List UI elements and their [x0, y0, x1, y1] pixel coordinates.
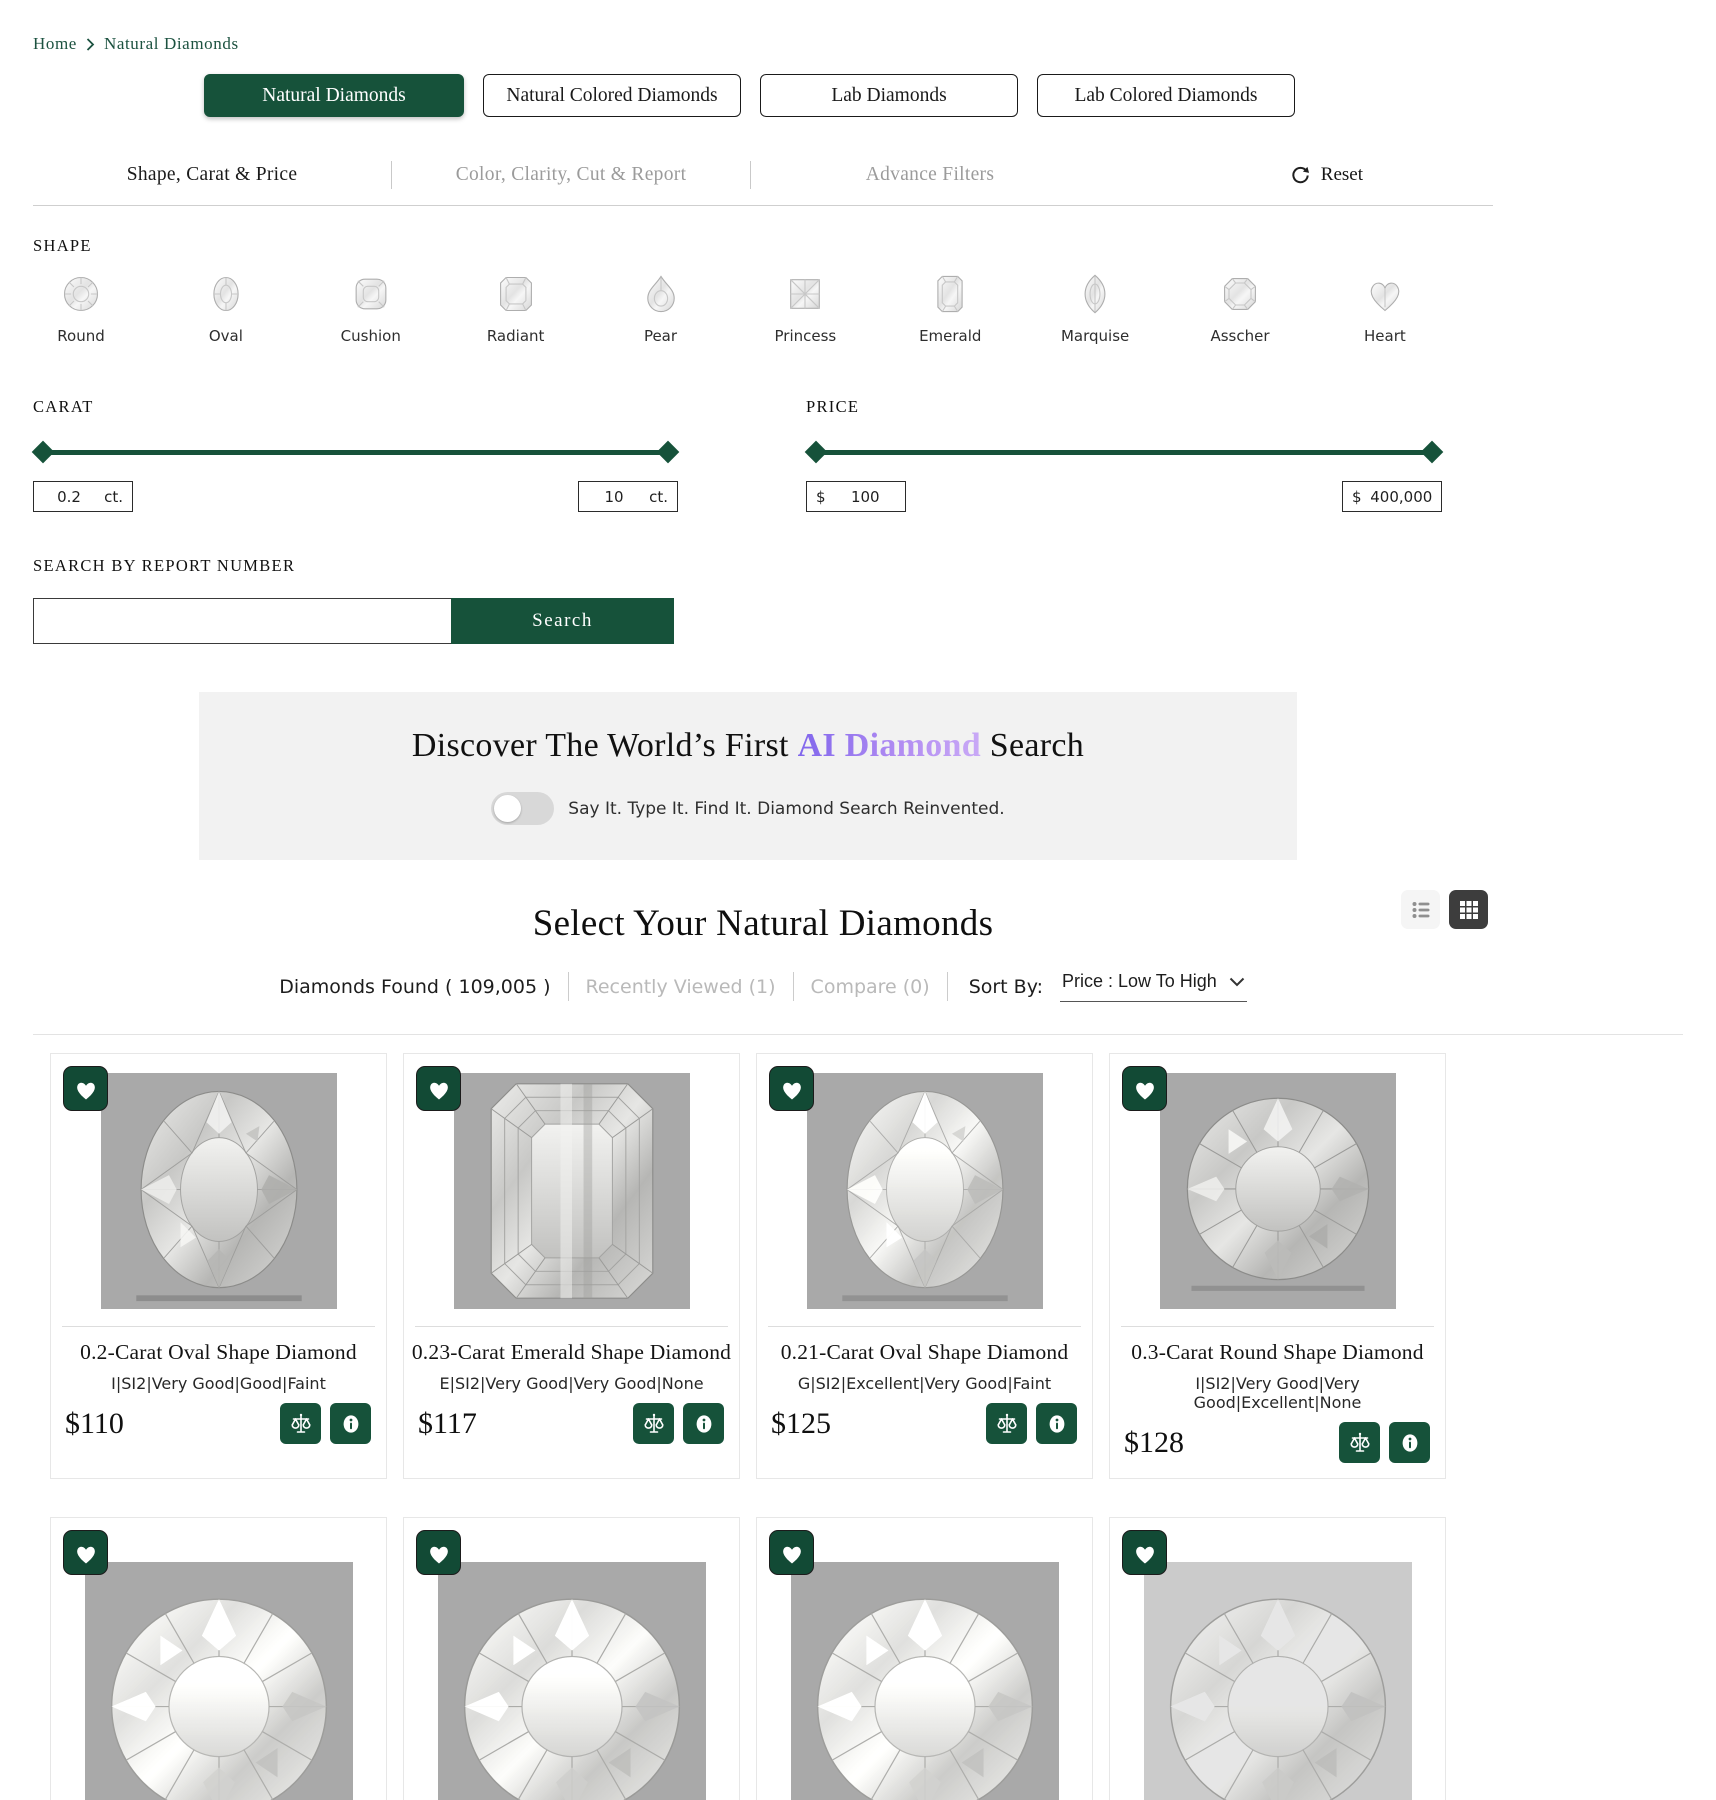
product-specs: G|SI2|Excellent|Very Good|Faint: [797, 1374, 1052, 1393]
list-view-button[interactable]: [1401, 890, 1440, 929]
carat-slider-track: [37, 450, 674, 455]
report-search-section: [33, 556, 1493, 644]
shape-label: Cushion: [340, 327, 401, 345]
oval-diamond-photo: [826, 1078, 1024, 1304]
compare-button[interactable]: [633, 1403, 674, 1444]
info-button[interactable]: [1036, 1403, 1077, 1444]
currency-symbol: $: [816, 487, 826, 506]
asscher-shape-icon: [1218, 272, 1262, 316]
compare-button[interactable]: [986, 1403, 1027, 1444]
scale-icon: [1348, 1431, 1372, 1455]
heading-highlight: AI Diamond: [797, 727, 981, 764]
chevron-down-icon: [1229, 977, 1245, 987]
marquise-shape-icon: [1073, 272, 1117, 316]
results-header: [33, 902, 1493, 945]
diamond-image: [438, 1562, 706, 1800]
shape-item-oval[interactable]: [178, 272, 274, 345]
round-diamond-photo: [803, 1587, 1047, 1800]
price-slider[interactable]: [806, 441, 1442, 463]
filter-tabs: [33, 161, 1493, 206]
ai-search-banner: [199, 692, 1297, 860]
shape-label: Princess: [774, 327, 837, 345]
product-specs: I|SI2|Very Good|Very Good|Excellent|None: [1193, 1374, 1362, 1412]
breadcrumb: [33, 0, 1493, 54]
heart-icon: [779, 1077, 805, 1101]
radiant-shape-icon: [494, 272, 538, 316]
round-diamond-photo: [1175, 1088, 1381, 1294]
diamond-image: [85, 1562, 353, 1800]
price-filter: [806, 397, 1442, 512]
round-shape-icon: [59, 272, 103, 316]
card-divider: [1121, 1326, 1434, 1327]
info-button[interactable]: [330, 1403, 371, 1444]
shape-label: Round: [57, 327, 105, 345]
price-max-value: 400,000: [1370, 487, 1433, 506]
carat-max-input[interactable]: [578, 481, 678, 512]
product-card[interactable]: [50, 1517, 387, 1800]
divider: [568, 972, 569, 1001]
shape-section-title: SHAPE: [33, 236, 92, 255]
product-card[interactable]: [403, 1053, 740, 1479]
heart-icon: [779, 1541, 805, 1565]
view-toggles: [1401, 890, 1488, 929]
sort-value: Price : Low To High: [1061, 971, 1217, 991]
shape-label: Asscher: [1210, 327, 1270, 345]
carat-slider-min-handle[interactable]: [32, 441, 55, 464]
report-search-button[interactable]: Search: [451, 598, 674, 644]
heart-icon: [73, 1077, 99, 1101]
diamond-image: [101, 1073, 337, 1309]
product-title: 0.3-Carat Round Shape Diamond: [1131, 1340, 1424, 1364]
category-tabs: [33, 74, 1493, 117]
wishlist-button[interactable]: [63, 1530, 108, 1575]
report-number-input[interactable]: [33, 598, 451, 644]
chevron-right-icon: [86, 38, 95, 51]
carat-min-value: 0.2: [57, 487, 81, 506]
filter-tab-shape-carat-price[interactable]: Shape, Carat & Price: [126, 164, 298, 185]
ai-search-toggle[interactable]: [491, 792, 554, 825]
tab-natural-colored-diamonds[interactable]: Natural Colored Diamonds: [483, 74, 741, 117]
info-icon: [339, 1412, 363, 1436]
product-grid-row-2: [33, 1479, 1493, 1800]
shape-item-princess[interactable]: [757, 272, 853, 345]
pear-shape-icon: [639, 272, 683, 316]
shape-item-round[interactable]: [33, 272, 129, 345]
round-diamond-photo: [450, 1587, 694, 1800]
price-slider-track: [810, 450, 1438, 455]
shape-item-cushion[interactable]: [323, 272, 419, 345]
shape-label: Heart: [1364, 327, 1406, 345]
shape-label: Radiant: [486, 327, 545, 345]
results-heading: Select Your Natural Diamonds: [532, 903, 994, 944]
shape-label: Marquise: [1060, 327, 1130, 345]
breadcrumb-current: Natural Diamonds: [103, 34, 239, 53]
ai-banner-heading: [199, 727, 1297, 765]
wishlist-button[interactable]: [769, 1066, 814, 1111]
cushion-shape-icon: [349, 272, 393, 316]
product-price: $117: [418, 1406, 477, 1440]
price-section-title: PRICE: [806, 397, 860, 416]
product-card[interactable]: [403, 1517, 740, 1800]
emerald-diamond-photo: [473, 1078, 671, 1304]
filter-tab-color-clarity-cut-report[interactable]: Color, Clarity, Cut & Report: [455, 164, 687, 185]
princess-shape-icon: [783, 272, 827, 316]
sliders-row: [33, 397, 1493, 512]
diamond-image: [807, 1073, 1043, 1309]
filter-tab-advance-filters[interactable]: Advance Filters: [865, 164, 995, 185]
heart-icon: [426, 1541, 452, 1565]
carat-unit: ct.: [104, 487, 123, 506]
shape-item-asscher[interactable]: [1192, 272, 1288, 345]
product-price: $125: [771, 1406, 831, 1440]
tab-lab-diamonds[interactable]: Lab Diamonds: [760, 74, 1018, 117]
shape-label: Oval: [208, 327, 243, 345]
heart-icon: [1132, 1541, 1158, 1565]
product-price: $110: [65, 1406, 124, 1440]
report-search-title: SEARCH BY REPORT NUMBER: [33, 556, 296, 575]
carat-slider-max-handle[interactable]: [657, 441, 680, 464]
heading-prefix: Discover The World’s First: [411, 727, 798, 764]
tab-natural-diamonds[interactable]: Natural Diamonds: [204, 74, 464, 117]
currency-symbol: $: [1352, 487, 1362, 506]
reset-icon: [1290, 165, 1311, 186]
heading-suffix: Search: [980, 727, 1085, 764]
divider: [947, 972, 948, 1001]
product-card[interactable]: [50, 1053, 387, 1479]
heart-icon: [73, 1541, 99, 1565]
wishlist-button[interactable]: [416, 1530, 461, 1575]
compare-link[interactable]: Compare (0): [810, 975, 930, 998]
product-card[interactable]: [1109, 1053, 1446, 1479]
carat-section-title: CARAT: [33, 397, 94, 416]
shape-item-emerald[interactable]: [902, 272, 998, 345]
oval-diamond-photo: [120, 1078, 318, 1304]
product-card[interactable]: [756, 1053, 1093, 1479]
shape-item-radiant[interactable]: [468, 272, 564, 345]
grid-view-icon: [1459, 900, 1479, 920]
product-title: 0.2-Carat Oval Shape Diamond: [80, 1340, 357, 1364]
shape-filter-row: [33, 272, 1433, 345]
scale-icon: [642, 1412, 666, 1436]
tab-lab-colored-diamonds[interactable]: Lab Colored Diamonds: [1037, 74, 1295, 117]
info-button[interactable]: [1389, 1422, 1430, 1463]
diamonds-found-count: Diamonds Found ( 109,005 ): [279, 975, 551, 998]
emerald-shape-icon: [928, 272, 972, 316]
carat-filter: [33, 397, 678, 512]
shape-item-marquise[interactable]: [1047, 272, 1143, 345]
carat-max-value: 10: [604, 487, 624, 506]
product-grid: [33, 1035, 1493, 1479]
compare-button[interactable]: [1339, 1422, 1380, 1463]
diamond-image: [791, 1562, 1059, 1800]
shape-label: Emerald: [919, 327, 982, 345]
product-specs: E|SI2|Very Good|Very Good|None: [439, 1374, 704, 1393]
price-min-input[interactable]: [806, 481, 906, 512]
card-divider: [415, 1326, 728, 1327]
info-icon: [1045, 1412, 1069, 1436]
diamond-image: [1160, 1073, 1396, 1309]
round-diamond-photo: [1156, 1587, 1400, 1800]
price-slider-max-handle[interactable]: [1421, 441, 1444, 464]
diamond-image: [454, 1073, 690, 1309]
scale-icon: [995, 1412, 1019, 1436]
card-divider: [768, 1326, 1081, 1327]
round-diamond-photo: [97, 1587, 341, 1800]
info-icon: [692, 1412, 716, 1436]
shape-item-heart[interactable]: [1337, 272, 1433, 345]
product-title: 0.21-Carat Oval Shape Diamond: [780, 1340, 1069, 1364]
info-icon: [1398, 1431, 1422, 1455]
heart-icon: [426, 1077, 452, 1101]
product-card[interactable]: [756, 1517, 1093, 1800]
divider: [793, 972, 794, 1001]
shape-label: Pear: [643, 327, 678, 345]
heart-icon: [1132, 1077, 1158, 1101]
card-divider: [62, 1326, 375, 1327]
breadcrumb-home[interactable]: Home: [33, 34, 77, 53]
reset-label: Reset: [1320, 164, 1363, 185]
price-slider-min-handle[interactable]: [805, 441, 828, 464]
carat-slider[interactable]: [33, 441, 678, 463]
price-min-value: 100: [850, 487, 880, 506]
product-title: 0.23-Carat Emerald Shape Diamond: [411, 1340, 732, 1364]
product-specs: I|SI2|Very Good|Good|Faint: [111, 1374, 326, 1393]
info-button[interactable]: [683, 1403, 724, 1444]
wishlist-button[interactable]: [416, 1066, 461, 1111]
heart-shape-icon: [1363, 272, 1407, 316]
shape-filter-section: [33, 236, 1493, 345]
wishlist-button[interactable]: [63, 1066, 108, 1111]
reset-button[interactable]: [1290, 164, 1363, 186]
grid-view-button[interactable]: [1449, 890, 1488, 929]
carat-unit: ct.: [649, 487, 668, 506]
wishlist-button[interactable]: [1122, 1530, 1167, 1575]
shape-item-pear[interactable]: [613, 272, 709, 345]
list-view-icon: [1410, 899, 1432, 921]
sort-dropdown[interactable]: [1060, 971, 1247, 1002]
oval-shape-icon: [204, 272, 248, 316]
toggle-knob: [494, 795, 521, 822]
results-meta: [33, 971, 1493, 1002]
diamond-image: [1144, 1562, 1412, 1800]
recently-viewed-link[interactable]: Recently Viewed (1): [585, 975, 776, 998]
wishlist-button[interactable]: [1122, 1066, 1167, 1111]
compare-button[interactable]: [280, 1403, 321, 1444]
product-card[interactable]: [1109, 1517, 1446, 1800]
price-max-input[interactable]: [1342, 481, 1442, 512]
scale-icon: [289, 1412, 313, 1436]
wishlist-button[interactable]: [769, 1530, 814, 1575]
carat-min-input[interactable]: [33, 481, 133, 512]
product-price: $128: [1124, 1425, 1184, 1459]
sort-by-label: Sort By:: [968, 975, 1043, 998]
ai-banner-subtitle: Say It. Type It. Find It. Diamond Search Reinvented.: [568, 798, 1005, 819]
